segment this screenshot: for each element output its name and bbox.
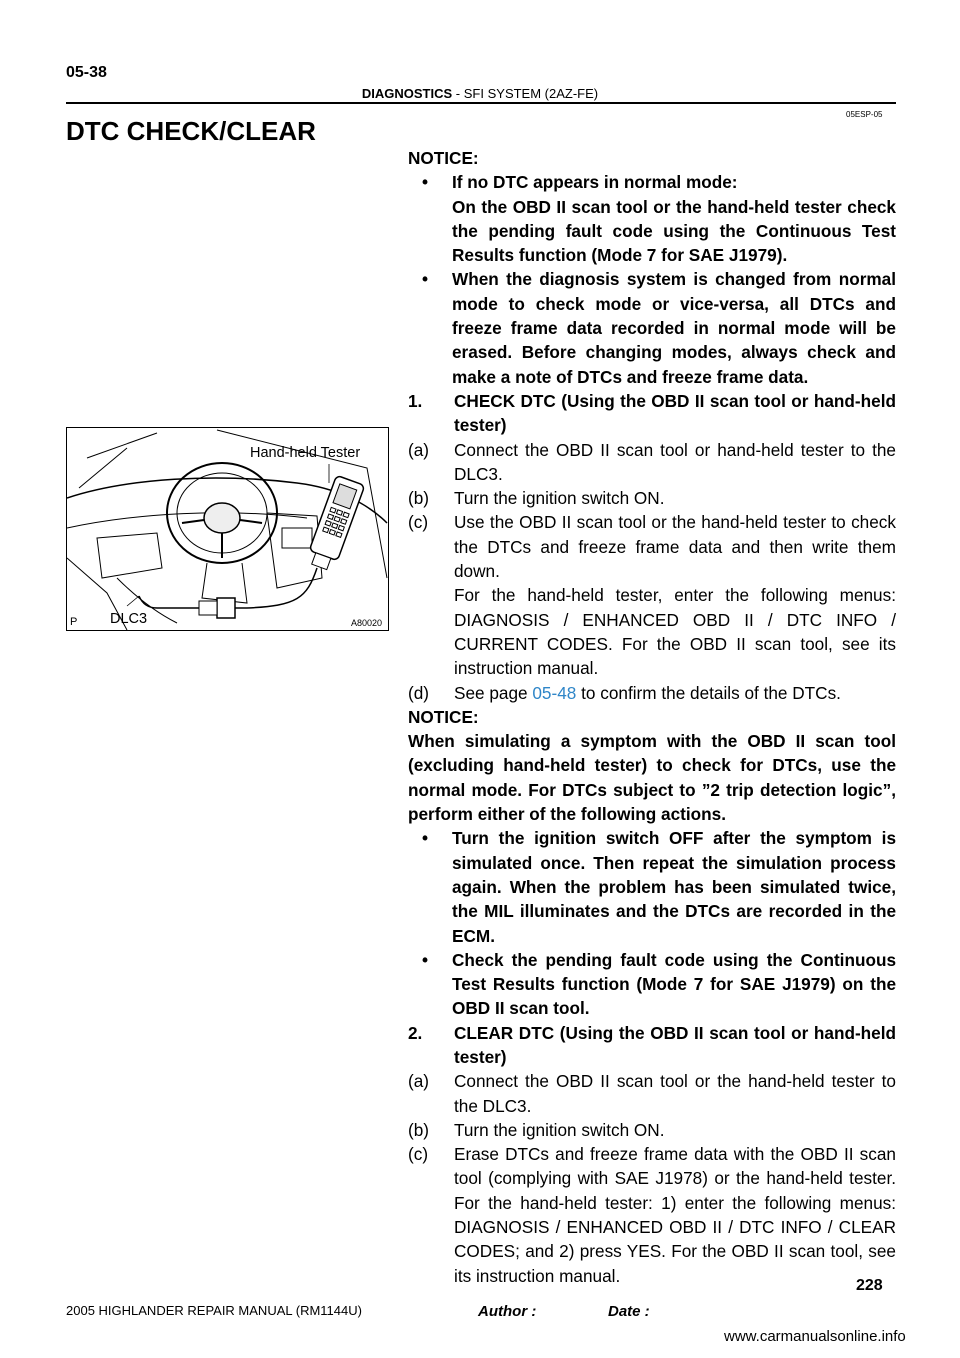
dashboard-figure xyxy=(66,427,389,631)
substep-text: For the hand-held tester, enter the following menus: DIAGNOSIS / ENHANCED OBD II / DTC INFO / CURRENT CODES. For the OBD II scan tool, see its instruction manual. xyxy=(454,585,896,679)
tester-label: Hand-held Tester xyxy=(250,445,361,461)
figure-code: A80020 xyxy=(351,618,383,628)
notice-bullet xyxy=(408,826,896,947)
bullet-text: When the diagnosis system is changed from normal mode to check mode or vice-versa, all DTCs and freeze frame data recorded in normal mode will be erased. Before changing modes, always check and make a note of DTCs and freeze frame data. xyxy=(452,269,896,387)
substep-text: Turn the ignition switch ON. xyxy=(454,488,665,509)
substep-text: Use the OBD II scan tool or the hand-held tester to check the DTCs and freeze frame data and then write them down. xyxy=(454,512,896,582)
substep xyxy=(408,1118,896,1142)
figure-p-label: P xyxy=(70,616,78,628)
header-title xyxy=(0,86,960,101)
bullet-glyph: • xyxy=(422,172,429,193)
watermark: www.carmanualsonline.info xyxy=(724,1328,906,1345)
substep-text: Connect the OBD II scan tool or the hand-held tester to the DLC3. xyxy=(454,1071,896,1116)
substep xyxy=(408,486,896,510)
substep-number: (a) xyxy=(408,439,430,460)
page-link[interactable]: 05-48 xyxy=(532,682,577,703)
notice-heading: NOTICE: xyxy=(408,706,479,727)
header-subsection: SFI SYSTEM (2AZ-FE) xyxy=(463,86,599,101)
step-text: CHECK DTC (Using the OBD II scan tool or hand-held tester) xyxy=(454,390,896,436)
doc-code: 05ESP-05 xyxy=(846,110,883,119)
page-title: DTC CHECK/CLEAR xyxy=(66,116,316,146)
substep-number: (d) xyxy=(408,682,430,703)
substep-text: Turn the ignition switch ON. xyxy=(454,1119,665,1140)
notice-bullet xyxy=(408,948,896,1021)
substep-number: (a) xyxy=(408,1071,430,1092)
dlc3-label: DLC3 xyxy=(110,611,148,627)
footer-date-label: Date : xyxy=(608,1303,650,1320)
header-rule xyxy=(66,102,896,104)
step-2 xyxy=(408,1021,896,1070)
substep-number: (c) xyxy=(408,1144,429,1165)
step-1 xyxy=(408,389,896,438)
notice-text: When simulating a symptom with the OBD II scan tool (excluding hand-held tester) to check for DTCs, use the normal mode. For DTCs subject to ”2 trip detection logic”, perform either of the following actions. xyxy=(408,731,896,825)
notice-bullet xyxy=(408,267,896,388)
step-number: 2. xyxy=(408,1022,423,1043)
footer-page-number: 228 xyxy=(856,1277,883,1294)
substep-text: See page xyxy=(454,682,528,703)
step-number: 1. xyxy=(408,390,423,411)
substep xyxy=(408,1142,896,1288)
substep-number: (c) xyxy=(408,512,429,533)
substep xyxy=(408,1069,896,1118)
header-section: DIAGNOSTICS xyxy=(361,86,453,101)
bullet-text: Check the pending fault code using the Continuous Test Results function (Mode 7 for SAE J1979) on the OBD II scan tool. xyxy=(452,949,896,1019)
footer-manual-title: 2005 HIGHLANDER REPAIR MANUAL (RM1144U) xyxy=(66,1303,362,1318)
substep-number: (b) xyxy=(408,488,430,509)
notice-bullet xyxy=(408,170,896,267)
bullet-glyph: • xyxy=(422,828,429,849)
header-separator: - xyxy=(455,86,461,101)
substep-number: (b) xyxy=(408,1119,430,1140)
page-number: 05-38 xyxy=(66,64,107,81)
bullet-title: If no DTC appears in normal mode: xyxy=(452,172,738,193)
substep xyxy=(408,510,896,680)
substep-text: Erase DTCs and freeze frame data with the OBD II scan tool (complying with SAE J1978) or the hand-held tester. For the hand-held tester: 1) enter the following menus: DIAGNOSIS / ENHANCED OBD II / DTC INFO / CLEAR CODES; and 2) press YES. For the OBD II scan tool, see its instruction manual. xyxy=(454,1144,896,1286)
step-text: CLEAR DTC (Using the OBD II scan tool or hand-held tester) xyxy=(454,1022,896,1067)
substep xyxy=(408,681,896,705)
bullet-glyph: • xyxy=(422,269,429,290)
substep xyxy=(408,438,896,487)
bullet-text: Turn the ignition switch OFF after the symptom is simulated once. Then repeat the simulation process again. When the problem has been simulated twice, the MIL illuminates and the DTCs are recorded in the ECM. xyxy=(452,828,896,946)
notice-heading: NOTICE: xyxy=(408,148,479,168)
substep-text: to confirm the details of the DTCs. xyxy=(581,682,841,703)
substep-text: Connect the OBD II scan tool or hand-held tester to the DLC3. xyxy=(454,439,896,484)
bullet-glyph: • xyxy=(422,949,429,970)
footer-author-label: Author : xyxy=(478,1303,537,1320)
main-content xyxy=(408,146,896,1288)
bullet-text: On the OBD II scan tool or the hand-held tester check the pending fault code using the Continuous Test Results function (Mode 7 for SAE J1979). xyxy=(452,196,896,266)
